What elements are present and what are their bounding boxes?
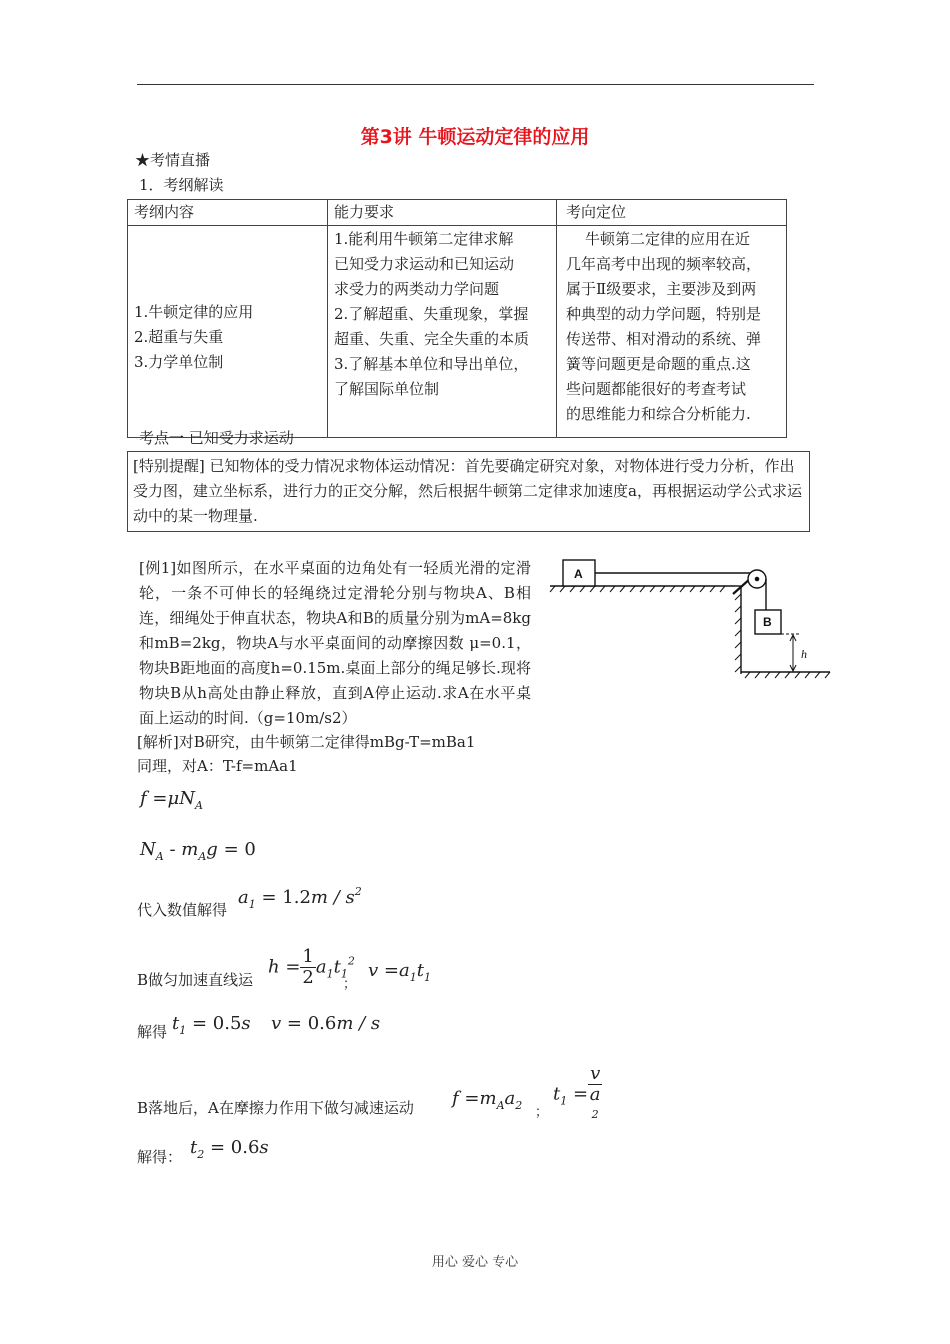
equation-velocity: $v =a_1t_1$ (368, 960, 431, 984)
direction-line: 簧等问题更是命题的重点.这 (566, 355, 751, 373)
table-cell-content (128, 226, 328, 438)
equation-a1: $a_1 = 1.2m / s^2$ (238, 885, 362, 911)
pulley-diagram (545, 554, 835, 680)
section-header: ★考情直播 (135, 151, 211, 169)
direction-line: 的思维能力和综合分析能力. (566, 405, 751, 423)
outline-table (127, 199, 787, 438)
ground-hatching (745, 672, 830, 678)
b-accel-label: B做匀加速直线运 (137, 971, 254, 989)
ability-line: 3.了解基本单位和导出单位， (334, 355, 529, 373)
kaodian-heading: 考点一 已知受力求运动 (139, 429, 294, 447)
ability-line: 了解国际单位制 (334, 380, 440, 398)
equation-v-value: v = 0.6m / s (271, 1013, 381, 1034)
table-header-ability: 能力要求 (328, 200, 557, 226)
direction-line: 种典型的动力学问题，特别是 (566, 305, 762, 323)
substitute-label: 代入数值解得 (137, 901, 228, 919)
separator: ； (343, 977, 357, 992)
solution-line-1: [解析]对B研究，由牛顿第二定律得mBg-T=mBa1 (137, 733, 476, 751)
label-a: A (574, 567, 583, 581)
landing-label: B落地后，A在摩擦力作用下做匀减速运动 (137, 1099, 414, 1117)
equation-t1-ratio: $t_1$ = v a 2 (553, 1063, 601, 1121)
solve-label: 解得 (137, 1023, 168, 1041)
direction-line: 属于Ⅱ级要求，主要涉及到两 (566, 280, 757, 298)
equation-normal: $N_A - m_Ag = 0$ (140, 839, 256, 863)
equation-t2: $t_2 = 0.6s$ (190, 1137, 269, 1161)
tip-box: [特别提醒] 已知物体的受力情况求物体运动情况：首先要确定研究对象，对物体进行受力分析，作出受力图，建立坐标系，进行力的正交分解，然后根据牛顿第二定律求加速度a，再根据运动学公式求运动中的某一物理量. (127, 451, 810, 532)
edge-hatching (735, 594, 741, 672)
content-line: 2.超重与失重 (134, 328, 224, 346)
separator-2: ； (535, 1105, 549, 1120)
direction-line: 几年高考中出现的频率较高， (566, 255, 762, 273)
table-header-direction: 考向定位 (557, 200, 787, 226)
table-cell-ability (328, 226, 557, 438)
direction-line: 些问题都能很好的考查考试 (566, 380, 747, 398)
page-footer: 用心 爱心 专心 (431, 1255, 519, 1270)
table-hatching (550, 586, 725, 592)
ability-line: 超重、失重、完全失重的本质 (334, 330, 530, 348)
direction-line: 传送带、相对滑动的系统、弹 (566, 330, 762, 348)
ability-line: 求受力的两类动力学问题 (334, 280, 500, 298)
content-line: 3.力学单位制 (134, 353, 224, 371)
solution-line-2: 同理，对A：T-f=mAa1 (137, 757, 298, 775)
label-h: h (801, 647, 807, 661)
example-problem: [例1]如图所示，在水平桌面的边角处有一轻质光滑的定滑轮，一条不可伸长的轻绳绕过定滑轮分别与物块A、B相连，细绳处于伸直状态，物块A和B的质量分别为mA=8kg和mB=2kg，物块A与水平桌面间的动摩擦因数 μ=0.1，物块B距地面的高度h=0.15m.桌面上部分的绳足够长.现将物块B从h高处由静止释放，直到A停止运动.求A在水平桌面上运动的时间.（g=10m/s2） (139, 559, 531, 727)
subsection-heading: 1．考纲解读 (139, 176, 224, 194)
label-b: B (763, 615, 772, 629)
page-title: 第3讲 牛顿运动定律的应用 (360, 126, 590, 148)
equation-t1: $t_1 = 0.5s$ (172, 1013, 251, 1037)
table-header-content: 考纲内容 (128, 200, 328, 226)
ability-line: 已知受力求运动和已知运动 (334, 255, 515, 273)
content-line: 1.牛顿定律的应用 (134, 303, 254, 321)
equation-friction-2: $f =m_Aa_2$ (452, 1088, 523, 1112)
solve-label-2: 解得： (137, 1148, 183, 1166)
header-rule (137, 84, 814, 85)
equation-height: h = $\frac{1}{2}$ $a_1t_1^2$ (268, 946, 355, 988)
direction-line: 牛顿第二定律的应用在近 (585, 230, 751, 248)
table-cell-direction (557, 226, 787, 438)
ability-line: 1.能利用牛顿第二定律求解 (334, 230, 514, 248)
equation-friction: $f =\mu N_A$ (140, 788, 203, 812)
ability-line: 2.了解超重、失重现象，掌握 (334, 305, 529, 323)
